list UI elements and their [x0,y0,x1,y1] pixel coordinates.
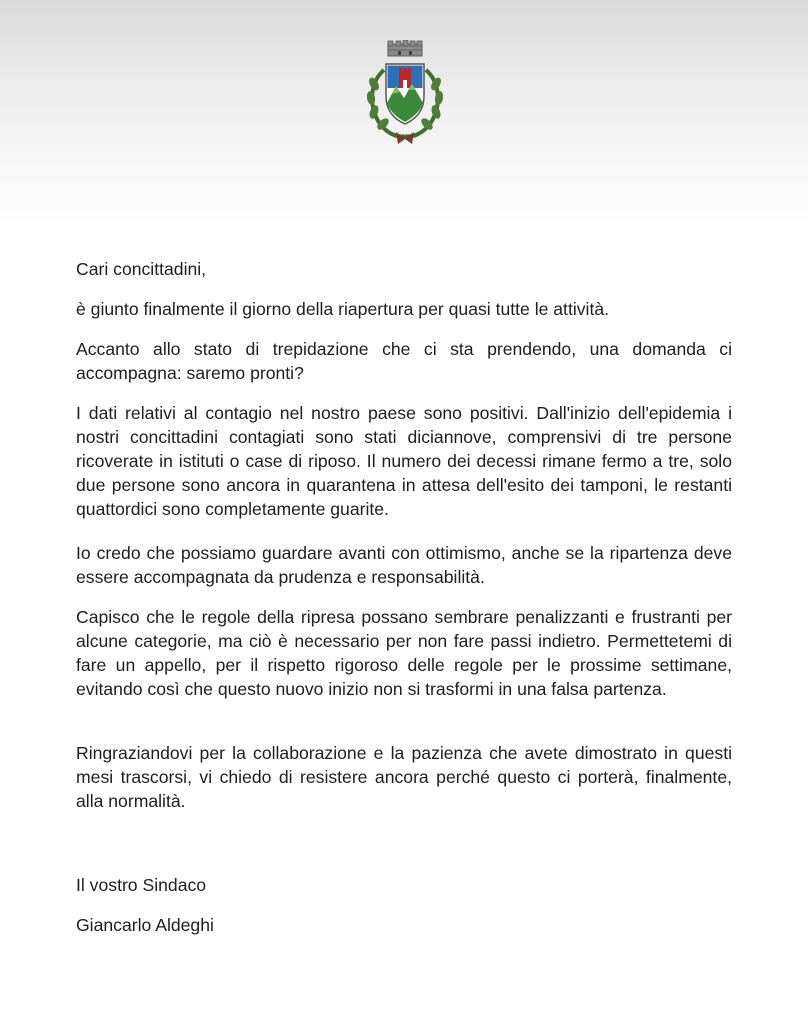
paragraph-thanks: Ringraziandovi per la collaborazione e la pazienza che avete dimostrato in questi mesi trascorsi, vi chiedo di resistere ancora perché questo ci porterà, finalmente, alla normalità. [76,743,732,811]
paragraph-optimism: Io credo che possiamo guardare avanti con ottimismo, anche se la ripartenza deve essere accompagnata da prudenza e responsabilità. [76,543,732,587]
municipal-coat-of-arms-icon [362,40,448,146]
paragraph-rules: Capisco che le regole della ripresa possano sembrare penalizzanti e frustranti per alcune categorie, ma ciò è necessario per non fare passi indietro. Permettetemi di fare un appello, per il rispetto rigoroso delle regole per le prossime settimane, evitando così che questo nuovo inizio non si trasformi in una falsa partenza. [76,607,732,699]
closing: Il vostro Sindaco [76,875,207,895]
paragraph-reopening: è giunto finalmente il giorno della riapertura per quasi tutte le attività. [76,299,610,319]
salutation: Cari concittadini, [76,259,207,279]
paragraph-contagion-data: I dati relativi al contagio nel nostro paese sono positivi. Dall'inizio dell'epidemia i nostri concittadini contagiati sono stati diciannove, comprensivi di tre persone ricoverate in istituti o case di riposo. Il numero dei decessi rimane fermo a tre, solo due persone sono ancora in quarantena in attesa dell'esito dei tamponi, le restanti quattordici sono completamente guarite. [76,403,732,519]
signature: Giancarlo Aldeghi [76,915,214,935]
paragraph-trepidation: Accanto allo stato di trepidazione che ci sta prendendo, una domanda ci accompagna: saremo pronti? [76,339,732,383]
